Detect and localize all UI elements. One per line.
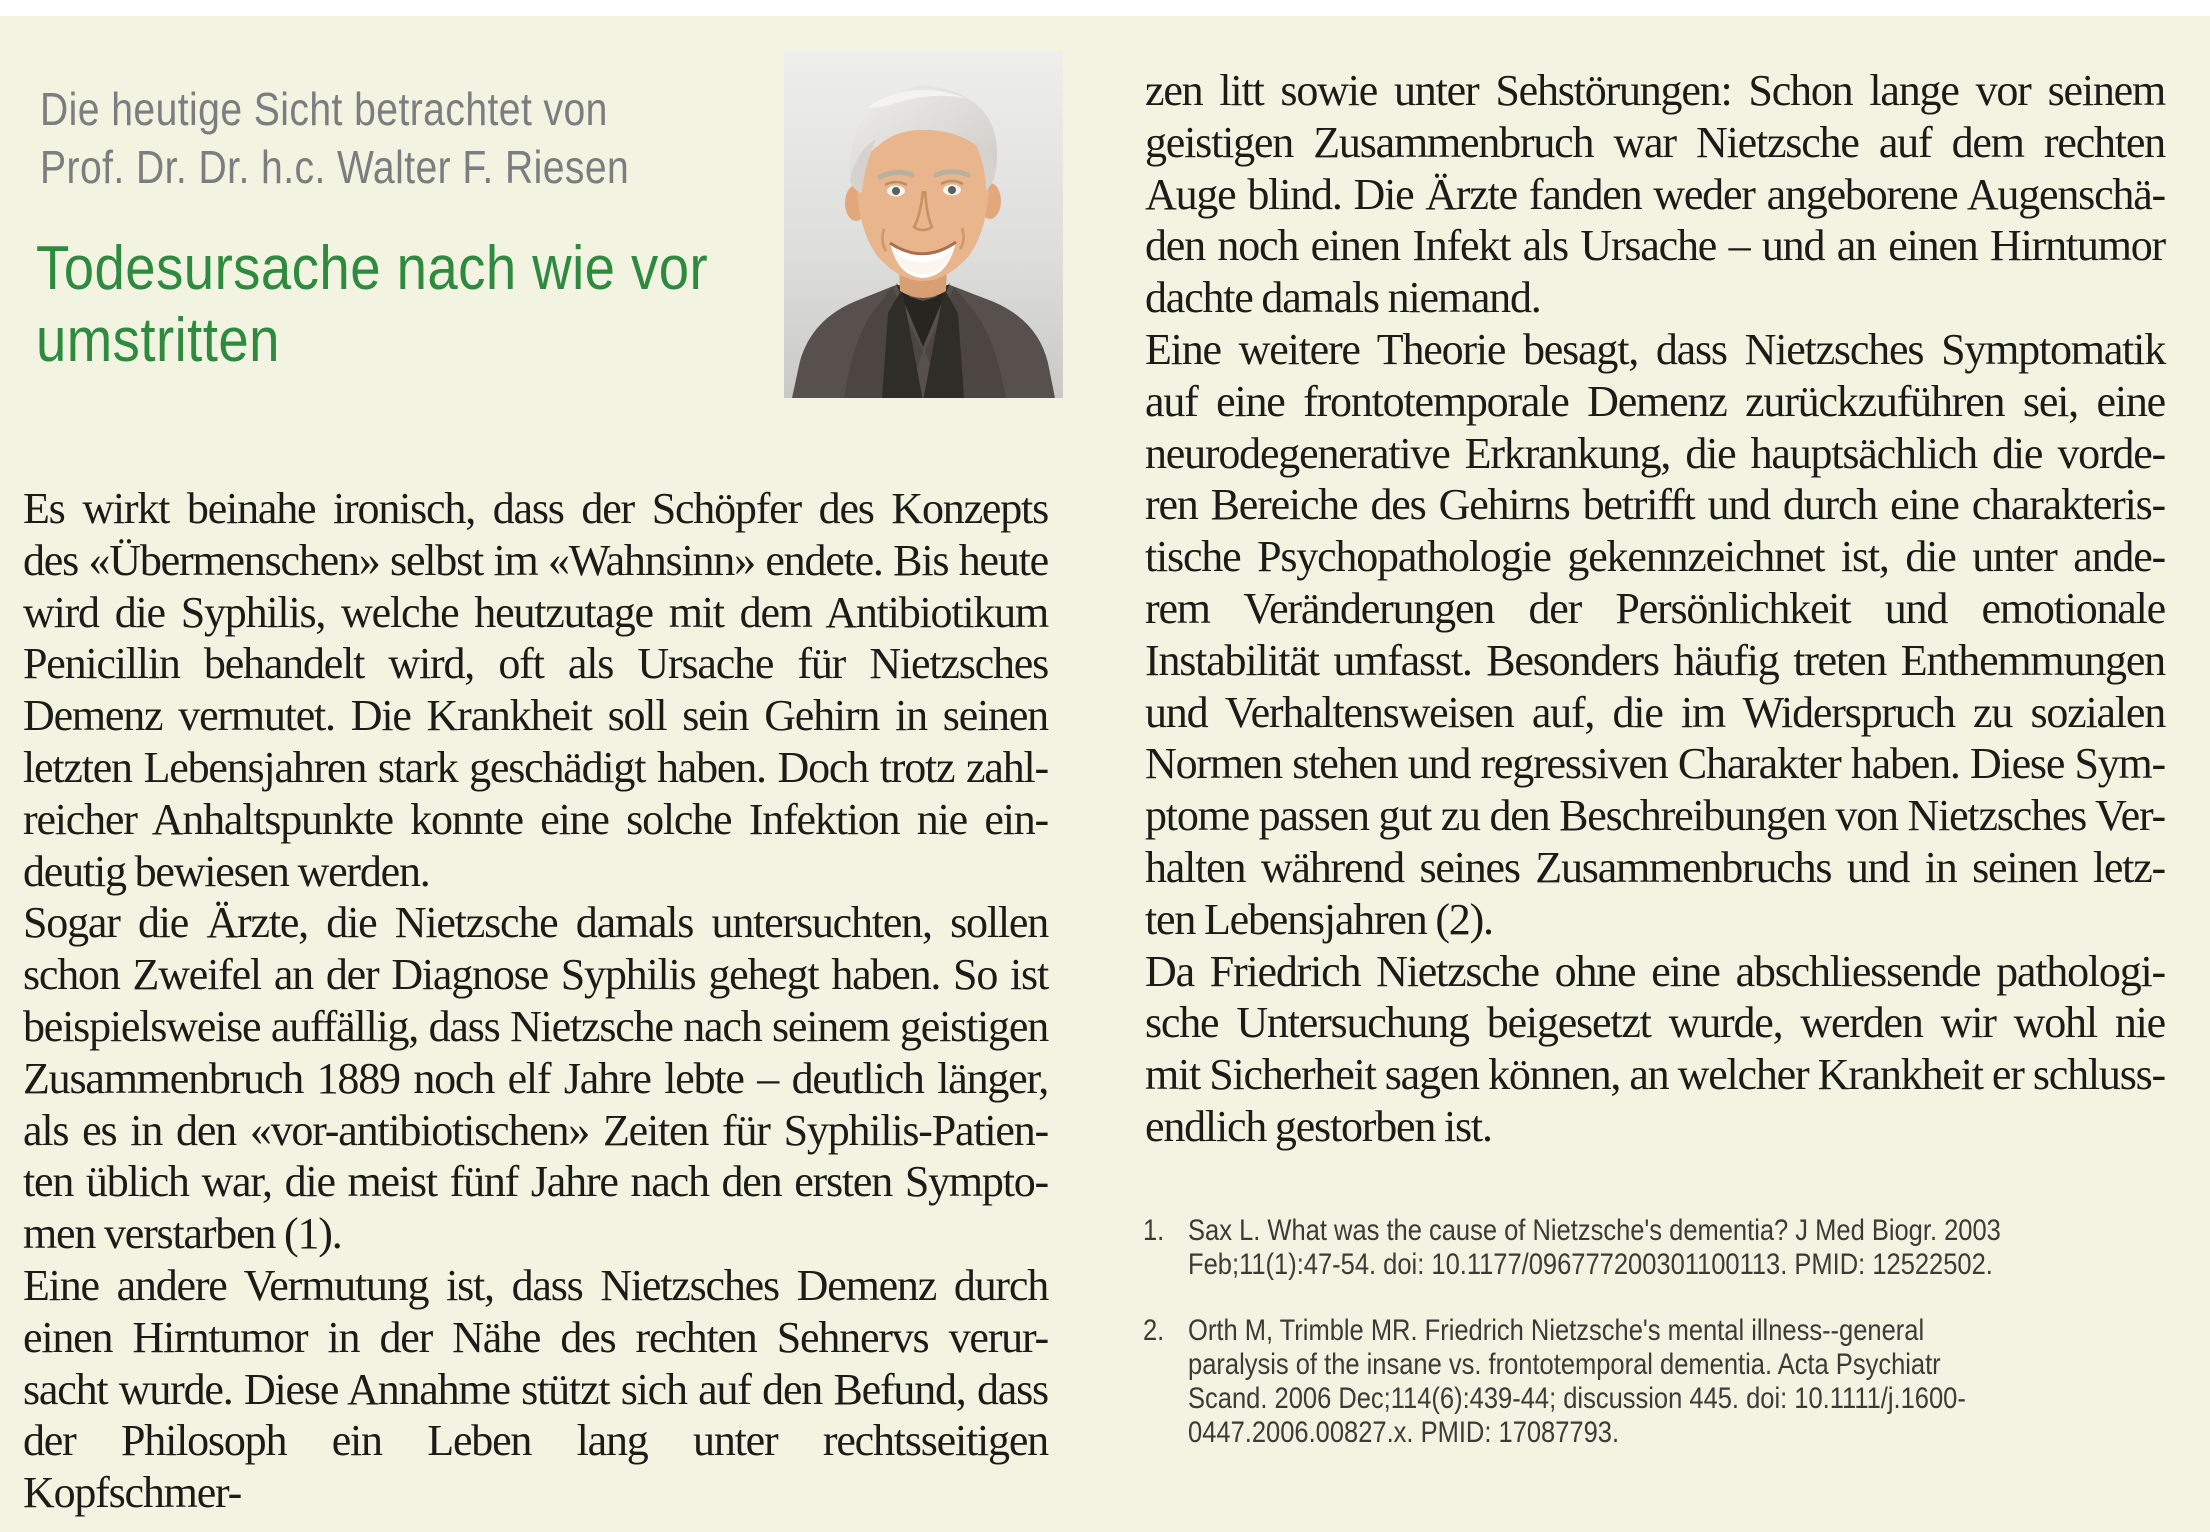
reference-line: Orth M, Trimble MR. Friedrich Nietzsche's mental illness--general: [1188, 1314, 1925, 1347]
paragraph: [23, 483, 1048, 897]
text-line: Demenz vermutet. Die Krankheit soll sein Gehirn in seinen: [23, 691, 1048, 741]
paragraph: [1145, 65, 2165, 324]
paragraph: [23, 897, 1048, 1260]
text-line: zen litt sowie unter Sehstörungen: Schon lange vor seinem: [1145, 66, 2165, 115]
text-line: Eine weitere Theorie besagt, dass Nietzsches Symptomatik: [1145, 324, 2165, 374]
text-line: ptome passen gut zu den Beschreibungen von Nietzsches Ver-: [1145, 791, 2165, 841]
text-line: auf eine frontotemporale Demenz zurückzuführen sei, eine: [1145, 376, 2165, 426]
text-line: einen Hirntumor in der Nähe des rechten Sehnervs verur-: [23, 1312, 1048, 1362]
paragraph: [1145, 324, 2165, 946]
text-line: sacht wurde. Diese Annahme stützt sich auf den Befund, dass: [23, 1364, 1048, 1414]
portrait-illustration: [784, 51, 1063, 398]
text-line: endlich gestorben ist.: [1145, 1101, 1492, 1151]
reference-number: 1.: [1143, 1214, 1165, 1247]
text-line: wird die Syphilis, welche heutzutage mit dem Antibiotikum: [23, 587, 1048, 637]
article-kicker: [40, 80, 805, 196]
text-line: Instabilität umfasst. Besonders häufig treten Enthemmungen: [1145, 635, 2165, 685]
text-line: geistigen Zusammenbruch war Nietzsche auf dem rechten: [1145, 117, 2165, 167]
text-line: dachte damals niemand.: [1145, 273, 1541, 323]
article-column-right: [1145, 65, 2165, 1153]
reference-line: Feb;11(1):47-54. doi: 10.1177/096777200301100113. PMID: 12522502.: [1188, 1248, 1993, 1281]
text-line: Sogar die Ärzte, die Nietzsche damals untersuchten, sollen: [23, 898, 1048, 948]
reference-line: paralysis of the insane vs. frontotemporal dementia. Acta Psychiatr: [1188, 1348, 1941, 1381]
paragraph: [1145, 946, 2165, 1153]
text-line: mit Sicherheit sagen können, an welcher Krankheit er schluss-: [1145, 1050, 2165, 1100]
text-line: Zusammenbruch 1889 noch elf Jahre lebte – deutlich länger,: [23, 1053, 1048, 1103]
text-line: letzten Lebensjahren stark geschädigt haben. Doch trotz zahl-: [23, 742, 1048, 792]
text-line: und Verhaltensweisen auf, die im Widerspruch zu sozialen: [1145, 687, 2165, 737]
text-line: beispielsweise auffällig, dass Nietzsche nach seinem geistigen: [23, 1001, 1048, 1051]
text-line: Es wirkt beinahe ironisch, dass der Schöpfer des Konzepts: [23, 484, 1048, 533]
text-line: Da Friedrich Nietzsche ohne eine abschliessende pathologi-: [1145, 946, 2165, 996]
text-line: Penicillin behandelt wird, oft als Ursache für Nietzsches: [23, 639, 1048, 689]
kicker-line-2: Prof. Dr. Dr. h.c. Walter F. Riesen: [40, 141, 630, 193]
text-line: als es in den «vor-antibiotischen» Zeiten für Syphilis-Patien-: [23, 1105, 1048, 1155]
article-title: [36, 233, 828, 377]
title-line-1: Todesursache nach wie vor: [36, 234, 709, 303]
reference-item: [1143, 1314, 2189, 1450]
text-line: den noch einen Infekt als Ursache – und an einen Hirntumor: [1145, 221, 2165, 271]
reference-text: [1188, 1214, 2188, 1282]
reference-item: [1143, 1214, 2189, 1282]
text-line: neurodegenerative Erkrankung, die hauptsächlich die vorde-: [1145, 428, 2165, 478]
kicker-line-1: Die heutige Sicht betrachtet von: [40, 83, 608, 135]
title-line-2: umstritten: [36, 306, 280, 375]
text-line: Normen stehen und regressiven Charakter haben. Diese Sym-: [1145, 739, 2165, 789]
text-line: sche Untersuchung beigesetzt wurde, werden wir wohl nie: [1145, 998, 2165, 1048]
text-line: ten Lebensjahren (2).: [1145, 894, 1493, 944]
reference-text: [1188, 1314, 2188, 1450]
text-line: men verstarben (1).: [23, 1209, 342, 1259]
text-line: der Philosoph ein Leben lang unter rechtsseitigen Kopfschmer-: [23, 1416, 1048, 1518]
text-line: ten üblich war, die meist fünf Jahre nach den ersten Sympto-: [23, 1157, 1048, 1207]
reference-line: Sax L. What was the cause of Nietzsche's dementia? J Med Biogr. 2003: [1188, 1214, 2001, 1247]
text-line: ren Bereiche des Gehirns betrifft und durch eine charakteris-: [1145, 480, 2165, 530]
article-column-left: [23, 483, 1048, 1519]
text-line: Eine andere Vermutung ist, dass Nietzsches Demenz durch: [23, 1260, 1048, 1310]
text-line: reicher Anhaltspunkte konnte eine solche Infektion nie ein-: [23, 794, 1048, 844]
reference-list: [1143, 1214, 2189, 1482]
text-line: deutig bewiesen werden.: [23, 846, 430, 896]
text-line: des «Übermenschen» selbst im «Wahnsinn» endete. Bis heute: [23, 535, 1048, 585]
reference-line: 0447.2006.00827.x. PMID: 17087793.: [1188, 1416, 1620, 1449]
reference-line: Scand. 2006 Dec;114(6):439-44; discussion 445. doi: 10.1111/j.1600-: [1188, 1382, 1966, 1415]
paragraph: [23, 1260, 1048, 1519]
portrait-photo: [784, 51, 1063, 398]
reference-number: 2.: [1143, 1314, 1165, 1347]
text-line: halten während seines Zusammenbruchs und in seinen letz-: [1145, 842, 2165, 892]
text-line: schon Zweifel an der Diagnose Syphilis gehegt haben. So ist: [23, 950, 1048, 1000]
text-line: Auge blind. Die Ärzte fanden weder angeborene Augenschä-: [1145, 169, 2165, 219]
text-line: rem Veränderungen der Persönlichkeit und emotionale: [1145, 583, 2165, 633]
text-line: tische Psychopathologie gekennzeichnet ist, die unter ande-: [1145, 532, 2165, 582]
